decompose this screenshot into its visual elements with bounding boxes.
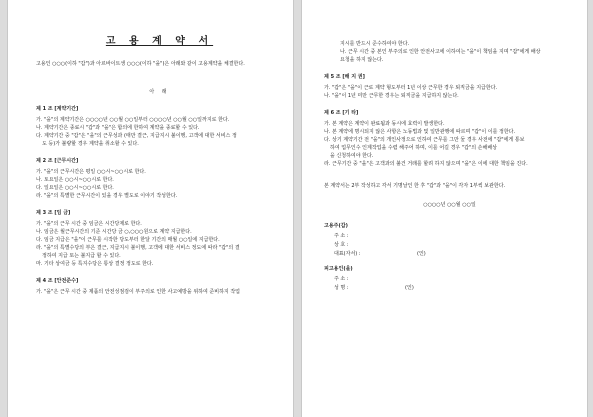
article-item: 라. "을"의 특별한 근무시간이 있을 경우 별도로 이야기 작성한다. (36, 193, 178, 199)
article-item: 도 등)가 불량할 경우 계약을 취소할 수 있다. (42, 141, 139, 147)
article-item: 마. 기타 상여금 등 특지수당은 통상 결정 정도로 한다. (36, 261, 154, 267)
continued-item: 요청을 하지 않는다. (340, 57, 384, 63)
article-item: 가. "을"의 근무 시간 중 임금은 시간당제로 한다. (36, 221, 142, 227)
document-page-2 (302, 0, 587, 417)
signature-field-label: 상 호 : (334, 242, 349, 248)
article-item: 나. 임금은 월근무시간의 기준 시간당 금 ○,○○○원으로 계약 지급한다. (36, 229, 192, 235)
article-item: 가. "을"의 근무시간은 평일 ○○시~○○시로 한다. (36, 169, 146, 175)
signature-field (324, 241, 575, 250)
signature-field-label: 성 명 : (334, 285, 349, 291)
article-item: 다. 계약기간 중 "갑"은 "을"의 근무성과 (태만 결근, 지급지시 불이행, 고객에 대한 서비스 정 (36, 133, 237, 139)
party-heading: 피고용인(을) (324, 266, 353, 272)
article-item: 가. "을"은 근무 시간 중 제품의 안전성점검이 부주의로 인한 사고예방을 위하여 준비하지 작업 (36, 289, 240, 295)
article-heading: 제 4 조 [안전준수] (36, 278, 79, 284)
articles-left (36, 105, 283, 296)
party-heading: 고용주(갑) (324, 223, 348, 229)
intro-paragraph: 고용인 ○○○(이하 "갑")과 아르바이트생 ○○○(이하 "을")은 아래와 같이 고용계약을 체결한다. (36, 61, 245, 67)
seal-mark: (인) (417, 251, 426, 257)
document-title: 고 용 계 약 서 (105, 36, 214, 47)
article-item: 가. "갑"은 "을"이 근로 계약 형도부터 1년 이상 근무한 경우 퇴직금을 지급한다. (324, 85, 498, 91)
signature-field-label: 주 소 : (334, 233, 349, 239)
article-item: 을 신청하여야 한다. (330, 153, 374, 159)
closing-statement: 본 계약서는 2부 작성하고 각서 기명날인 한 후 "갑"과 "을"이 각자 1부씩 보관한다. (324, 183, 506, 189)
article-item: 나. 계약기간은 종료시 "갑"과 "을"은 합의에 한하여 계약을 종료할 수 있다. (36, 125, 200, 131)
article-item: 라. "을"의 특별수당의 부은 결근, 지급지시 불이행, 고객에 대한 서비스 정도에 따라 "갑"의 결 (36, 245, 240, 251)
continued-text (324, 40, 575, 64)
continued-item: 나. 근무 시간 중 본인 부주의로 인한 안전사고에 이하여는 "을"이 책임을 지며 "갑"에게 배상 (340, 49, 541, 55)
contract-date: ○○○○년 ○○월 ○○일 (423, 202, 476, 208)
article-heading: 제 2 조 [근무시간] (36, 158, 79, 164)
signature-field-label: 대표(자서) : (334, 251, 361, 257)
article-item: 다. 일요일은 ○○시~○○시로 한다. (36, 185, 114, 191)
signature-field (324, 232, 575, 241)
article-item: 나. 본 계약에 명시되지 않은 사항은 노동법과 및 일반관행에 따르며 "갑"이 이를 정한다. (324, 129, 516, 135)
signature-blocks (324, 222, 575, 293)
article-item: 나. 토요일은 ○○시~○○시로 한다. (36, 177, 114, 183)
article-item: 정하여 지급 또는 불지급 할 수 있다. (42, 253, 121, 259)
article-item: 다. 임금 지급은 "을"이 근무를 시작한 당도부터 한달 기간의 매월 ○○일에 지급한다. (36, 237, 220, 243)
article-item: 라. 근무기간 중 "을"은 고객과의 불건 거래를 할려 하지 않으며 "을"은 이에 대한 책임을 진다. (324, 161, 528, 167)
article-heading: 제 3 조 [임 금] (36, 210, 71, 216)
articles-right (324, 73, 575, 168)
article-item: 다. 상기 계약기간 전 "을"의 개인사정으로 인하여 근무를 그만 둘 경우 사전에 "갑"에게 통보 (324, 137, 525, 143)
signature-field (324, 275, 575, 284)
article-heading: 제 1 조 [계약기간] (36, 106, 79, 112)
article-item: 가. 본 계약은 계약이 완료됨과 동시에 효력이 발생한다. (324, 121, 445, 127)
signature-field (324, 250, 575, 259)
article-heading: 제 5 조 [해 지 권] (324, 74, 365, 80)
article-item: 가. "을"의 계약기간은 ○○○○년 ○○월 ○○일부터 ○○○○년 ○○월 ○○일까지로 한다. (36, 117, 230, 123)
continued-item: 지시를 반드시 준수하여야 한다. (340, 41, 410, 47)
seal-mark: (인) (405, 285, 414, 291)
below-heading: 아 래 (149, 89, 170, 95)
article-heading: 제 6 조 [기 타] (324, 110, 359, 116)
signature-field-label: 주 소 : (334, 276, 349, 282)
article-item: 하여 업무인수 인계작업을 수렴 해주어 하며, 이를 어길 경우 "갑"의 손해배상 (330, 145, 497, 151)
signature-field (324, 284, 575, 293)
article-item: 나. "을"이 1년 미만 근무한 경우는 퇴직금을 지급하지 않는다. (324, 93, 459, 99)
document-page-1 (8, 0, 293, 417)
